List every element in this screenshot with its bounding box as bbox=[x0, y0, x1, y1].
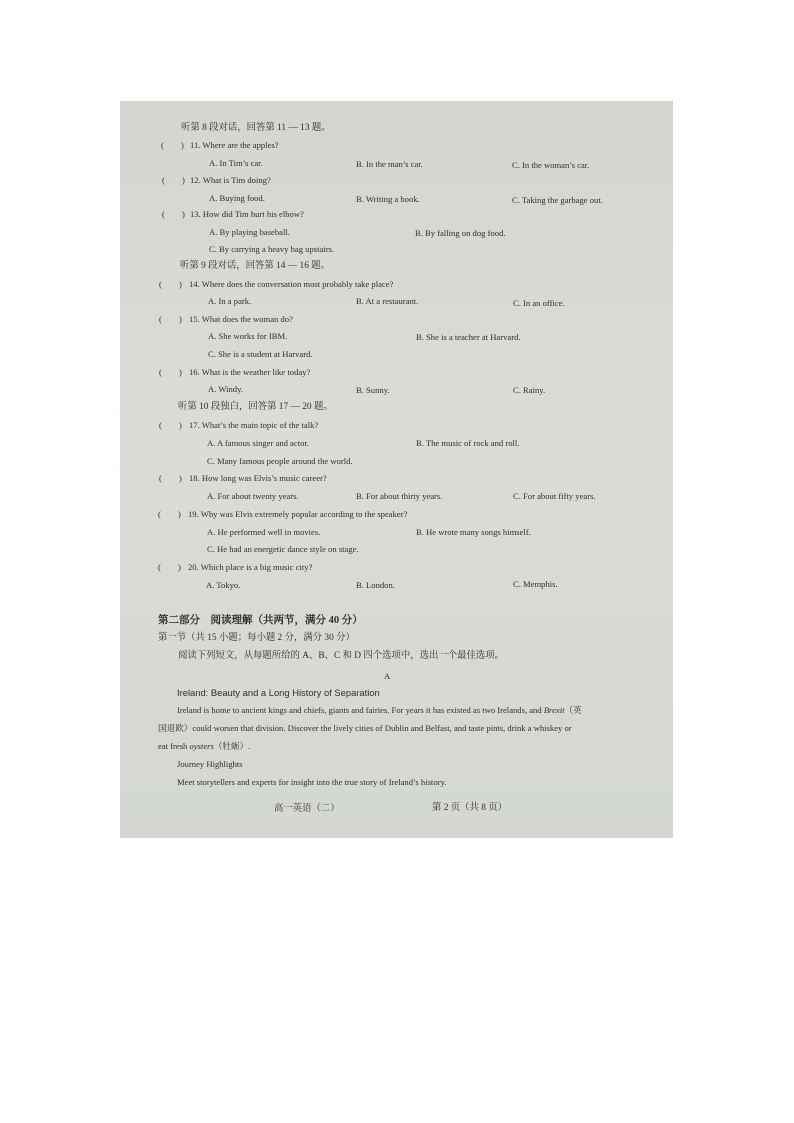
answer-bracket[interactable]: ( ) bbox=[159, 367, 182, 377]
answer-bracket[interactable]: ( ) bbox=[159, 420, 182, 430]
footer-subject: 高一英语（二） bbox=[274, 804, 340, 814]
paragraph-text: Ireland is home to ancient kings and chiefs, giants and fairies. For years it has existed as two Irelands, and bbox=[177, 705, 544, 715]
answer-bracket[interactable]: ( ) bbox=[158, 562, 181, 572]
option-a: A. A famous singer and actor. bbox=[207, 438, 309, 448]
option-c: C. In the woman’s car. bbox=[512, 160, 590, 170]
option-a: A. For about twenty years. bbox=[207, 491, 299, 501]
option-a: A. By playing baseball. bbox=[209, 227, 290, 237]
instruction: 阅读下列短文，从每题所给的 A、B、C 和 D 四个选项中，选出一个最佳选项。 bbox=[178, 651, 505, 661]
passage-letter: A bbox=[384, 671, 391, 681]
answer-bracket[interactable]: ( ) bbox=[162, 209, 185, 219]
question-stem: 20. Which place is a big music city? bbox=[188, 562, 313, 572]
option-a: A. She works for IBM. bbox=[208, 331, 288, 341]
brexit-term: Brexit bbox=[543, 705, 565, 715]
option-c: C. She is a student at Harvard. bbox=[208, 349, 313, 359]
option-c: C. By carrying a heavy bag upstairs. bbox=[209, 244, 335, 254]
question-stem: 16. What is the weather like today? bbox=[189, 367, 311, 377]
question-stem: 15. What does the woman do? bbox=[189, 314, 293, 324]
paragraph-line bbox=[158, 741, 250, 752]
paragraph-line: 国退欧）could worsen that division. Discover the lively cities of Dublin and Belfast, and taste pints, drink a whiskey or bbox=[158, 723, 572, 733]
question-stem: 14. Where does the conversation most probably take place? bbox=[189, 279, 394, 289]
option-a: A. In Tim’s car. bbox=[209, 158, 263, 168]
option-c: C. In an office. bbox=[513, 298, 565, 308]
option-b: B. He wrote many songs himself. bbox=[416, 527, 531, 537]
answer-bracket[interactable]: ( ) bbox=[159, 314, 182, 324]
option-a: A. Windy. bbox=[208, 384, 243, 394]
paragraph-line: Meet storytellers and experts for insight into the true story of Ireland’s history. bbox=[177, 777, 447, 787]
option-a: A. In a park. bbox=[208, 296, 252, 306]
option-b: B. The music of rock and roll. bbox=[416, 438, 520, 448]
paragraph-text: eat fresh bbox=[158, 741, 190, 751]
section-title: 第一节（共 15 小题；每小题 2 分，满分 30 分） bbox=[158, 633, 355, 643]
option-b: B. In the man’s car. bbox=[356, 159, 423, 169]
option-b: B. Writing a book. bbox=[356, 194, 420, 204]
annotation: （牡蛎）. bbox=[213, 741, 251, 751]
oysters-term: oysters bbox=[189, 741, 214, 751]
question-stem: 12. What is Tim doing? bbox=[190, 175, 271, 185]
option-a: A. Buying food. bbox=[209, 193, 265, 203]
exam-page-photo bbox=[120, 101, 673, 838]
question-stem: 13. How did Tim hurt his elbow? bbox=[190, 209, 304, 219]
answer-bracket[interactable]: ( ) bbox=[162, 175, 185, 185]
option-c: C. Many famous people around the world. bbox=[207, 456, 353, 466]
paragraph-line bbox=[177, 705, 582, 716]
option-b: B. London. bbox=[356, 580, 395, 590]
question-stem: 11. Where are the apples? bbox=[190, 140, 279, 150]
part-title: 第二部分 阅读理解（共两节，满分 40 分） bbox=[158, 615, 363, 626]
answer-bracket[interactable]: ( ) bbox=[161, 140, 184, 150]
option-c: C. Memphis. bbox=[513, 579, 558, 589]
answer-bracket[interactable]: ( ) bbox=[159, 279, 182, 289]
answer-bracket[interactable]: ( ) bbox=[159, 473, 182, 483]
question-stem: 17. What’s the main topic of the talk? bbox=[189, 420, 319, 430]
option-c: C. Taking the garbage out. bbox=[512, 195, 603, 205]
option-b: B. Sunny. bbox=[356, 385, 390, 395]
option-a: A. He performed well in movies. bbox=[207, 527, 321, 537]
question-stem: 19. Why was Elvis extremely popular according to the speaker? bbox=[188, 509, 408, 519]
option-b: B. At a restaurant. bbox=[356, 296, 419, 306]
passage-title: Ireland: Beauty and a Long History of Separation bbox=[177, 687, 380, 698]
footer-page: 第 2 页（共 8 页） bbox=[432, 803, 508, 813]
question-stem: 18. How long was Elvis’s music career? bbox=[189, 473, 327, 483]
answer-bracket[interactable]: ( ) bbox=[158, 509, 181, 519]
group-heading: 听第 9 段对话，回答第 14 — 16 题。 bbox=[180, 261, 331, 271]
option-b: B. By falling on dog food. bbox=[415, 228, 506, 238]
group-heading: 听第 8 段对话，回答第 11 — 13 题。 bbox=[181, 123, 331, 133]
option-a: A. Tokyo. bbox=[206, 580, 241, 590]
option-c: C. Rainy. bbox=[513, 385, 546, 395]
option-b: B. For about thirty years. bbox=[356, 491, 443, 501]
subheading: Journey Highlights bbox=[177, 759, 243, 769]
option-c: C. For about fifty years. bbox=[513, 491, 596, 501]
option-b: B. She is a teacher at Harvard. bbox=[416, 332, 521, 342]
group-heading: 听第 10 段独白，回答第 17 — 20 题。 bbox=[178, 402, 333, 412]
option-c: C. He had an energetic dance style on stage. bbox=[207, 544, 359, 554]
annotation: （英 bbox=[564, 705, 582, 715]
